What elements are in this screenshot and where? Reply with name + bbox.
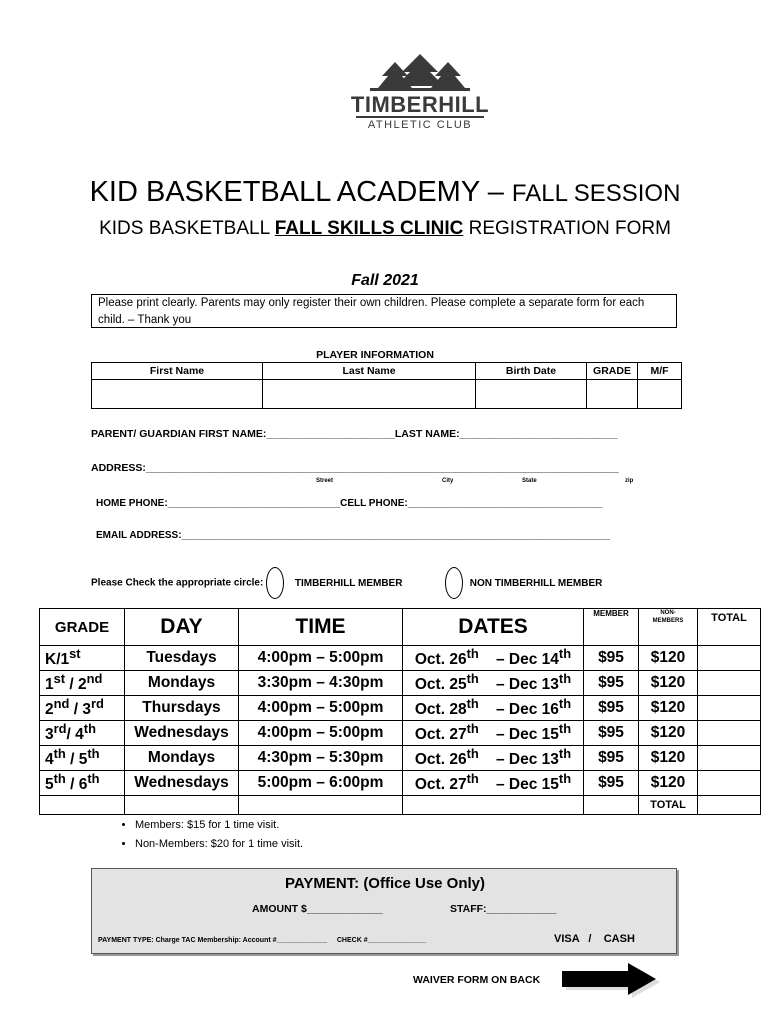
header-birth-date: Birth Date — [476, 363, 587, 380]
total-cell[interactable] — [698, 721, 761, 746]
visa-cash-label: VISA / CASH — [554, 933, 635, 945]
schedule-table — [39, 608, 761, 815]
pine-trees-icon — [350, 52, 490, 94]
member-price-cell: $95 — [584, 671, 639, 696]
grade-cell: 4th / 5th — [40, 746, 125, 771]
header-mf: M/F — [638, 363, 682, 380]
member-price-cell: $95 — [584, 696, 639, 721]
subtitle-bold: FALL SKILLS CLINIC — [274, 218, 464, 239]
visit-prices-list — [113, 816, 303, 854]
email-label: EMAIL ADDRESS: — [96, 530, 182, 541]
non-member-price-cell: $120 — [639, 721, 698, 746]
player-info-title: PLAYER INFORMATION — [316, 349, 434, 361]
total-cell[interactable] — [698, 746, 761, 771]
first-name-field[interactable] — [92, 380, 263, 409]
header-last-name: Last Name — [263, 363, 476, 380]
non-member-circle[interactable] — [445, 567, 463, 599]
total-row — [40, 796, 761, 815]
header-first-name: First Name — [92, 363, 263, 380]
grade-field[interactable] — [587, 380, 638, 409]
logo-name: TIMBERHILL — [350, 92, 490, 117]
table-row — [40, 671, 761, 696]
payment-box — [91, 868, 677, 954]
header-grade: GRADE — [587, 363, 638, 380]
time-cell: 4:00pm – 5:00pm — [239, 646, 403, 671]
day-cell: Wednesdays — [125, 721, 239, 746]
player-info-table — [91, 362, 682, 409]
total-cell[interactable] — [698, 771, 761, 796]
non-member-price-cell: $120 — [639, 746, 698, 771]
dates-cell: Oct. 26th – Dec 13th — [403, 746, 584, 771]
list-item: • Non-Members: $20 for 1 time visit. — [135, 835, 303, 854]
col-grade: GRADE — [40, 609, 125, 646]
non-member-price-cell: $120 — [639, 696, 698, 721]
address-label: ADDRESS: — [91, 462, 146, 474]
logo-subtitle: ATHLETIC CLUB — [356, 116, 484, 131]
title-main: KID BASKETBALL ACADEMY – — [89, 176, 504, 208]
non-member-price-cell: $120 — [639, 771, 698, 796]
cell-phone-label: CELL PHONE: — [340, 498, 408, 509]
membership-choice — [91, 567, 402, 599]
page-title — [0, 176, 770, 209]
payment-type-line[interactable]: PAYMENT TYPE: Charge TAC Membership: Account #_____________ CHECK #_______________ — [98, 937, 427, 944]
table-row — [40, 646, 761, 671]
dates-cell: Oct. 27th – Dec 15th — [403, 771, 584, 796]
parent-last-label: LAST NAME: — [394, 428, 460, 440]
member-price-cell: $95 — [584, 771, 639, 796]
member-price-cell: $95 — [584, 721, 639, 746]
col-time: TIME — [239, 609, 403, 646]
address-city-label: City — [442, 478, 454, 484]
total-cell[interactable] — [698, 646, 761, 671]
table-row — [40, 721, 761, 746]
member-price-cell: $95 — [584, 746, 639, 771]
table-row — [40, 696, 761, 721]
table-row — [40, 771, 761, 796]
day-cell: Mondays — [125, 746, 239, 771]
dates-cell: Oct. 26th – Dec 14th — [403, 646, 584, 671]
col-total: TOTAL — [698, 609, 761, 646]
time-cell: 4:30pm – 5:30pm — [239, 746, 403, 771]
member-label: TIMBERHILL MEMBER — [294, 577, 403, 589]
payment-title: PAYMENT: (Office Use Only) — [284, 875, 486, 892]
staff-line[interactable]: STAFF:____________ — [450, 903, 557, 915]
day-cell: Tuesdays — [125, 646, 239, 671]
time-cell: 4:00pm – 5:00pm — [239, 696, 403, 721]
col-member: MEMBER — [584, 609, 639, 646]
parent-first-label: FIRST NAME: — [198, 428, 267, 440]
total-cell[interactable] — [698, 696, 761, 721]
phone-line[interactable]: HOME PHONE:_______________________________CELL PHONE:___________________________________ — [96, 498, 603, 509]
non-member-label: NON TIMBERHILL MEMBER — [469, 577, 603, 589]
address-street-label: Street — [316, 478, 334, 484]
col-dates: DATES — [403, 609, 584, 646]
birth-date-field[interactable] — [476, 380, 587, 409]
member-price-cell: $95 — [584, 646, 639, 671]
grade-cell: 1st / 2nd — [40, 671, 125, 696]
day-cell: Thursdays — [125, 696, 239, 721]
non-member-price-cell: $120 — [639, 646, 698, 671]
amount-label: AMOUNT $ — [252, 903, 307, 915]
grade-cell: 5th / 6th — [40, 771, 125, 796]
time-cell: 3:30pm – 4:30pm — [239, 671, 403, 696]
col-day: DAY — [125, 609, 239, 646]
instructions-note: Please print clearly. Parents may only register their own children. Please complete a separate form for each child. – Thank you — [91, 294, 677, 328]
title-session: FALL SESSION — [511, 180, 681, 207]
list-item: • Members: $15 for 1 time visit. — [135, 816, 303, 835]
time-cell: 4:00pm – 5:00pm — [239, 721, 403, 746]
dates-cell: Oct. 27th – Dec 15th — [403, 721, 584, 746]
gender-field[interactable] — [638, 380, 682, 409]
season-label: Fall 2021 — [351, 272, 419, 289]
member-circle[interactable] — [266, 567, 284, 599]
payment-type-label: PAYMENT TYPE: Charge TAC Membership: Account # — [98, 937, 277, 944]
day-cell: Wednesdays — [125, 771, 239, 796]
col-non-member-2: MEMBERS — [652, 618, 684, 624]
non-member-choice — [445, 567, 602, 599]
parent-name-line[interactable]: PARENT/ GUARDIAN FIRST NAME:______________________LAST NAME:___________________________ — [91, 428, 618, 440]
subtitle-pre: KIDS BASKETBALL — [99, 218, 270, 239]
grade-cell: K/1st — [40, 646, 125, 671]
day-cell: Mondays — [125, 671, 239, 696]
last-name-field[interactable] — [263, 380, 476, 409]
amount-line[interactable]: AMOUNT $_____________ — [252, 903, 383, 915]
table-row — [40, 746, 761, 771]
waiver-note: WAIVER FORM ON BACK — [413, 974, 541, 986]
subtitle-post: REGISTRATION FORM — [468, 218, 671, 239]
check-label: CHECK # — [336, 937, 368, 944]
home-phone-label: HOME PHONE: — [96, 498, 168, 509]
parent-label: PARENT/ GUARDIAN — [91, 428, 196, 440]
time-cell: 5:00pm – 6:00pm — [239, 771, 403, 796]
address-line[interactable]: ADDRESS:_________________________________________________________________________________ — [91, 462, 619, 474]
col-non-member — [639, 609, 698, 646]
dates-cell: Oct. 25th – Dec 13th — [403, 671, 584, 696]
non-member-price-cell: $120 — [639, 671, 698, 696]
grade-cell: 2nd / 3rd — [40, 696, 125, 721]
total-cell[interactable] — [698, 671, 761, 696]
total-label: TOTAL — [639, 796, 698, 815]
address-zip-label: zip — [625, 478, 634, 484]
page-subtitle — [0, 218, 770, 240]
address-state-label: State — [522, 478, 537, 484]
grade-cell: 3rd/ 4th — [40, 721, 125, 746]
grand-total-cell[interactable] — [698, 796, 761, 815]
dates-cell: Oct. 28th – Dec 16th — [403, 696, 584, 721]
email-line[interactable]: EMAIL ADDRESS:_____________________________________________________________________________ — [96, 530, 610, 541]
membership-prompt: Please Check the appropriate circle: — [91, 577, 264, 589]
col-non-member-1: NON- — [660, 610, 676, 616]
staff-label: STAFF: — [450, 903, 487, 915]
club-logo — [350, 52, 490, 132]
right-arrow-icon — [560, 962, 662, 998]
